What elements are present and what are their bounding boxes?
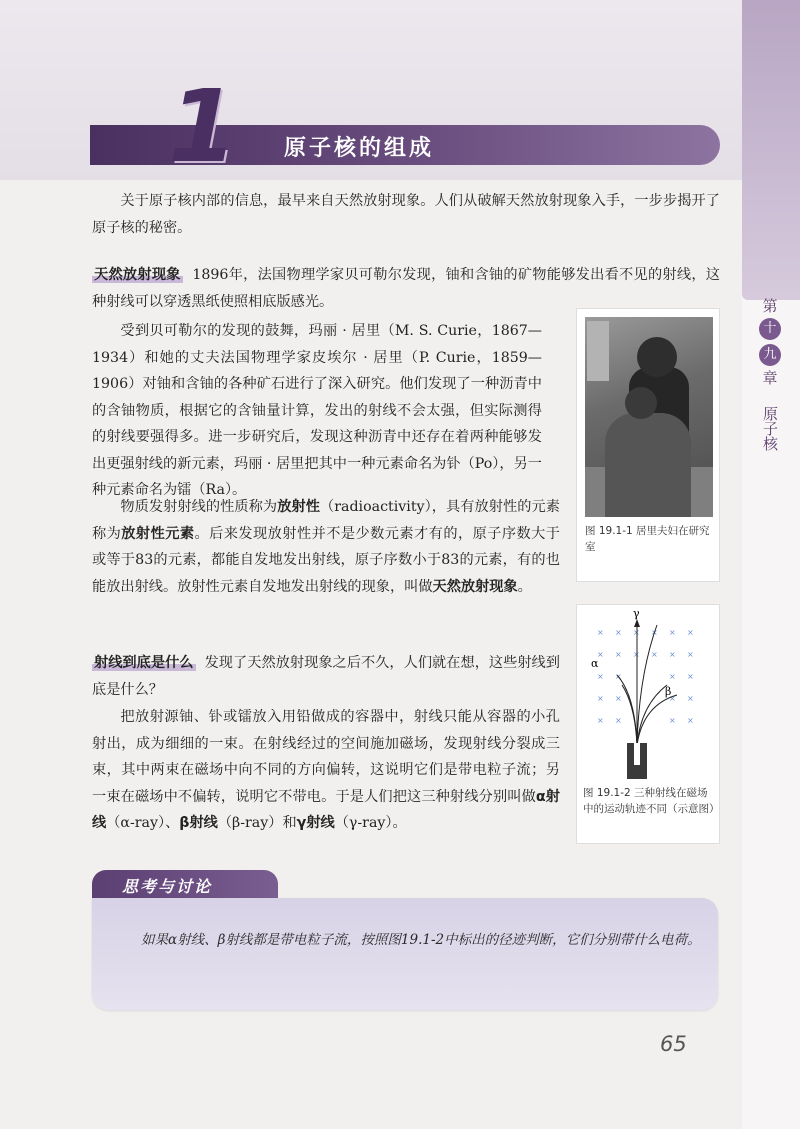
p3-text-b: （radioactivity），具有放射性的元素称为 [92,499,560,542]
svg-text:×: × [615,628,622,637]
svg-text:×: × [651,628,658,637]
figure-1-caption: 图 19.1-1 居里夫妇在研究室 [585,525,710,553]
gamma-label: γ [633,607,640,620]
svg-text:×: × [687,650,694,659]
svg-text:×: × [669,672,676,681]
discussion-text: 如果α射线、β射线都是带电粒子流，按照图19.1-2中标出的径迹判断，它们分别带什么电荷。 [141,932,701,948]
svg-text:×: × [597,628,604,637]
curie-photo-image [585,317,713,517]
svg-text:×: × [687,694,694,703]
svg-text:×: × [597,716,604,725]
svg-text:×: × [597,672,604,681]
ray-trajectory-diagram [577,605,721,785]
gamma-en: （γ-ray）。 [334,815,407,831]
alpha-en: （α-ray）、 [106,815,180,831]
svg-text:×: × [687,716,694,725]
sec2-p2-text: 把放射源铀、钋或镭放入用铅做成的容器中，射线只能从容器的小孔射出，成为细细的一束。在射线经过的空间施加磁场，发现射线分裂成三束，其中两束在磁场中向不同的方向偏转，这说明它们是带电粒子流；另一束在磁场中不偏转，说明它不带电。于是人们把这三种射线分别叫做 [92,709,560,805]
svg-text:×: × [615,672,622,681]
svg-text:×: × [687,628,694,637]
sec2-paragraph-2 [92,704,560,837]
chapter-num-1: 十 [759,318,781,340]
figure-ray-diagram [576,604,720,844]
beta-label: β [665,685,672,698]
sec2-paragraph-1 [92,650,560,703]
alpha-ray-path [617,675,637,745]
chapter-num-2: 九 [759,344,781,366]
sec2-heading: 射线到底是什么 [94,655,194,671]
p3-text-a: 物质发射射线的性质称为 [120,499,278,515]
svg-text:×: × [633,650,640,659]
term-alpha-ray: α射线 [92,788,560,831]
beta-ray-path [637,685,667,745]
sec1-p1-text: 1896年，法国物理学家贝可勒尔发现，铀和含铀的矿物能够发出看不见的射线，这种射线可以穿透黑纸使照相底版感光。 [92,267,720,310]
svg-text:×: × [687,672,694,681]
svg-text:×: × [633,628,640,637]
chapter-di: 第 [762,297,778,315]
term-radioactive-element: 放射性元素 [121,525,195,542]
section-title: 原子核的组成 [284,136,435,161]
figure-2-caption: 图 19.1-2 三种射线在磁场中的运动轨迹不同（示意图） [583,787,720,815]
figure-curie-photo [576,308,720,582]
term-radioactivity: 放射性 [277,499,320,515]
section-number: 1 [168,68,238,185]
discussion-tab [92,870,278,900]
chapter-label [750,296,790,451]
sec1-paragraph-2: 受到贝可勒尔的发现的鼓舞，玛丽 · 居里（M. S. Curie，1867—1934）和她的丈夫法国物理学家皮埃尔 · 居里（P. Curie，1859—1906）对铀和含铀的各种矿石进行了深入研究。他们发现了一种沥青中的含铀物质，根据它的含铀量计算，发出的射线不会太强，但实际测得的射线要强得多。进一步研究后，发现这种沥青中还存在着两种能够发出更强射线的新元素，玛丽 · 居里把其中一种元素命名为钋（Po），另一种元素命名为镭（Ra）。 [92,323,542,498]
svg-text:×: × [597,650,604,659]
p3-text-d: 。 [517,578,532,595]
term-natural-radioactivity: 天然放射现象 [432,578,518,595]
svg-text:×: × [615,716,622,725]
chapter-side-tab [742,0,800,1129]
chapter-name: 原子核 [761,406,779,451]
beta-en: （β-ray）和 [217,815,297,831]
term-gamma-ray: γ射线 [296,815,335,831]
page-number: 65 [660,1032,687,1056]
sec1-paragraph-3 [92,494,560,600]
discussion-title: 思考与讨论 [122,877,213,896]
term-beta-ray: β射线 [179,815,218,831]
svg-text:×: × [669,628,676,637]
chapter-zhang: 章 [762,369,778,387]
svg-text:×: × [615,694,622,703]
alpha-label: α [591,657,599,670]
svg-text:×: × [669,694,676,703]
discussion-box [92,898,718,1010]
svg-text:×: × [615,650,622,659]
intro-paragraph: 关于原子核内部的信息，最早来自天然放射现象。人们从破解天然放射现象入手，一步步揭开了原子核的秘密。 [92,193,720,236]
sec2-p1-text: 发现了天然放射现象之后不久，人们就在想，这些射线到底是什么？ [92,655,560,698]
p3-text-c: 。后来发现放射性并不是少数元素才有的，原子序数大于或等于83的元素，都能自发地发出射线，原子序数小于83的元素，有的也能放出射线。放射性元素自发地发出射线的现象，叫做 [92,525,560,595]
sec1-heading: 天然放射现象 [94,267,181,283]
svg-text:×: × [597,694,604,703]
svg-text:×: × [651,650,658,659]
svg-text:×: × [669,650,676,659]
svg-text:×: × [669,716,676,725]
